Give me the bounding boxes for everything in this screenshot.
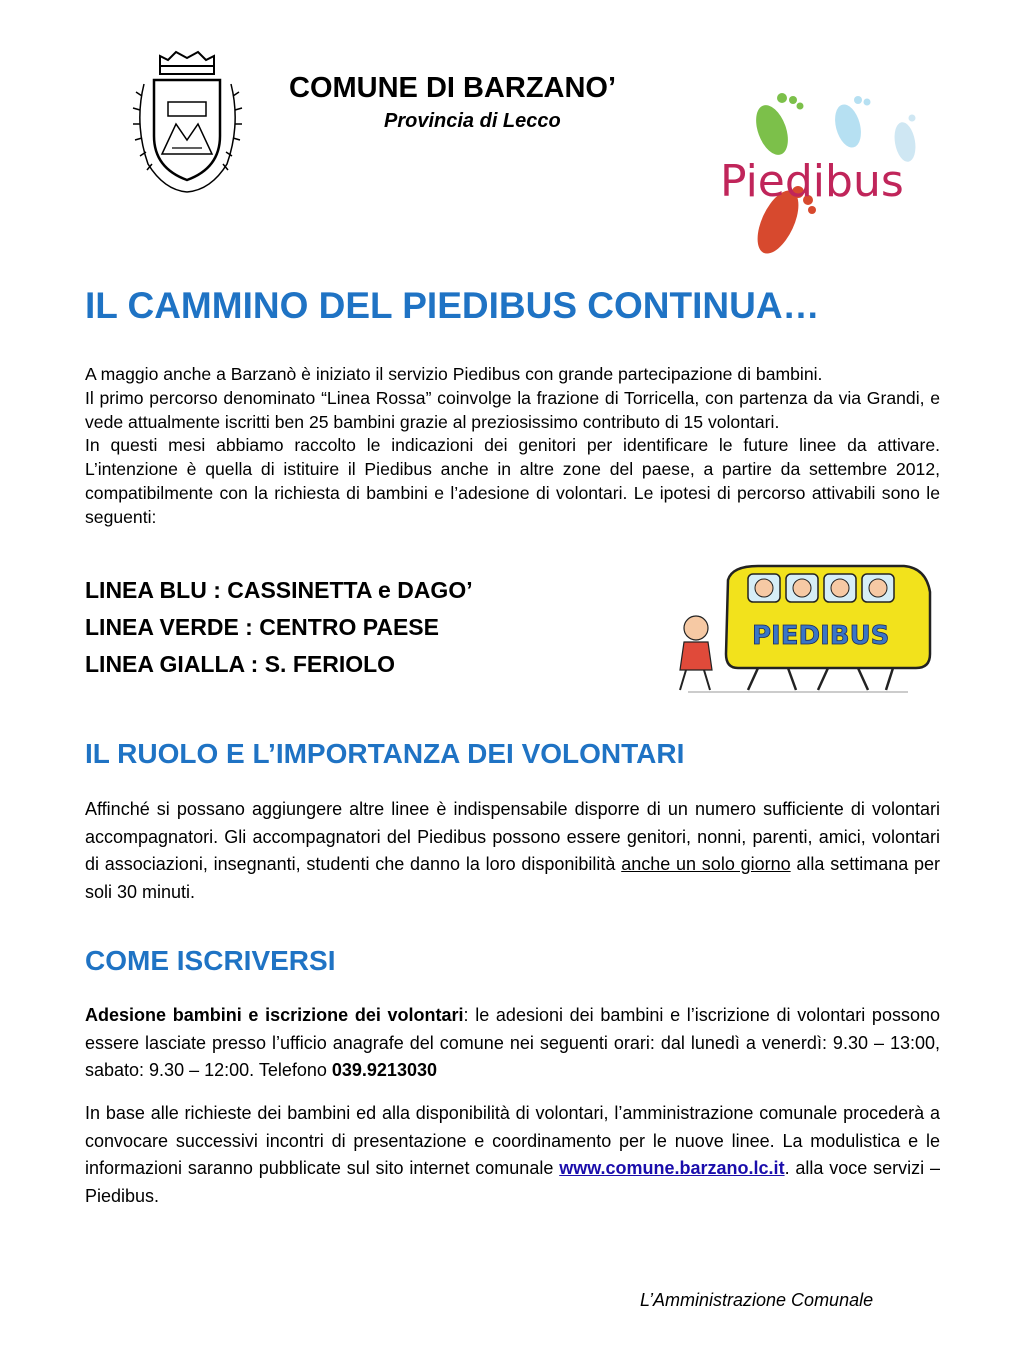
closing-text bbox=[85, 1100, 940, 1210]
intro-paragraph-1: A maggio anche a Barzanò è iniziato il servizio Piedibus con grande partecipazione di bambini. bbox=[85, 364, 823, 384]
signup-bold-lead: Adesione bambini e iscrizione dei volontari bbox=[85, 1005, 464, 1025]
route-blue: LINEA BLU : CASSINETTA e DAGO’ bbox=[85, 577, 473, 603]
main-title: IL CAMMINO DEL PIEDIBUS CONTINUA… bbox=[85, 285, 820, 326]
piedibus-illustration bbox=[668, 558, 938, 696]
route-green: LINEA VERDE : CENTRO PAESE bbox=[85, 614, 439, 640]
intro-paragraph-2: Il primo percorso denominato “Linea Rossa” coinvolge la frazione di Torricella, con partenza da via Grandi, e vede attualmente iscritti ben 25 bambini grazie al preziosissimo contributo di 15 volontari. bbox=[85, 387, 940, 432]
signup-heading: COME ISCRIVERSI bbox=[85, 945, 336, 976]
volunteers-text bbox=[85, 796, 940, 906]
town-name: COMUNE DI BARZANO’ bbox=[289, 72, 617, 104]
closing-text-end: . alla voce servizi – Piedibus. bbox=[85, 1158, 941, 1206]
walking-bus-icon bbox=[668, 558, 938, 696]
closing-text-body: In base alle richieste dei bambini ed alla disponibilità di volontari, l’amministrazione comunale procederà a convocare successivi incontri di presentazione e coordinamento per le nuove linee. La modulistica e le informazioni saranno pubblicate sul sito internet comunale bbox=[85, 1103, 940, 1178]
bus-label: PIEDIBUS bbox=[752, 621, 890, 651]
signup-text bbox=[85, 1002, 940, 1085]
intro-paragraph-3: In questi mesi abbiamo raccolto le indicazioni dei genitori per identificare le future linee da attivare. L’intenzione è quella di istituire il Piedibus anche in altre zone del paese, a partire da settembre 2012, compatibilmente con la richiesta di bambini e l’adesione di volontari. Le ipotesi di percorso attivabili sono le seguenti: bbox=[85, 435, 940, 527]
route-list bbox=[85, 572, 645, 683]
volunteers-heading: IL RUOLO E L’IMPORTANZA DEI VOLONTARI bbox=[85, 738, 685, 769]
website-link[interactable]: www.comune.barzano.lc.it bbox=[559, 1158, 785, 1178]
municipal-crest-icon bbox=[130, 44, 245, 194]
piedibus-logo bbox=[700, 82, 930, 272]
signup-text-body: : le adesioni dei bambini e l’iscrizione di volontari possono essere lasciate presso l’ufficio anagrafe del comune nei seguenti orari: dal lunedì a venerdì: 9.30 – 13:00, sabato: 9.30 – 12:00. Telefono bbox=[85, 1005, 940, 1080]
volunteers-underlined: anche un solo giorno bbox=[621, 854, 791, 874]
intro-text bbox=[85, 363, 940, 530]
logo-wordmark: Piedibus bbox=[720, 156, 904, 207]
route-yellow: LINEA GIALLA : S. FERIOLO bbox=[85, 651, 396, 677]
volunteers-text-body: Affinché si possano aggiungere altre linee è indispensabile disporre di un numero sufficiente di volontari accompagnatori. Gli accompagnatori del Piedibus possono essere genitori, nonni, parenti, amici, volontari di associazioni, insegnanti, studenti che danno la loro disponibilità bbox=[85, 799, 940, 874]
volunteers-text-end: alla settimana per soli 30 minuti. bbox=[85, 854, 941, 902]
signature: L’Amministrazione Comunale bbox=[640, 1290, 874, 1310]
province-name: Provincia di Lecco bbox=[384, 110, 561, 132]
phone-number: 039.9213030 bbox=[331, 1060, 437, 1080]
